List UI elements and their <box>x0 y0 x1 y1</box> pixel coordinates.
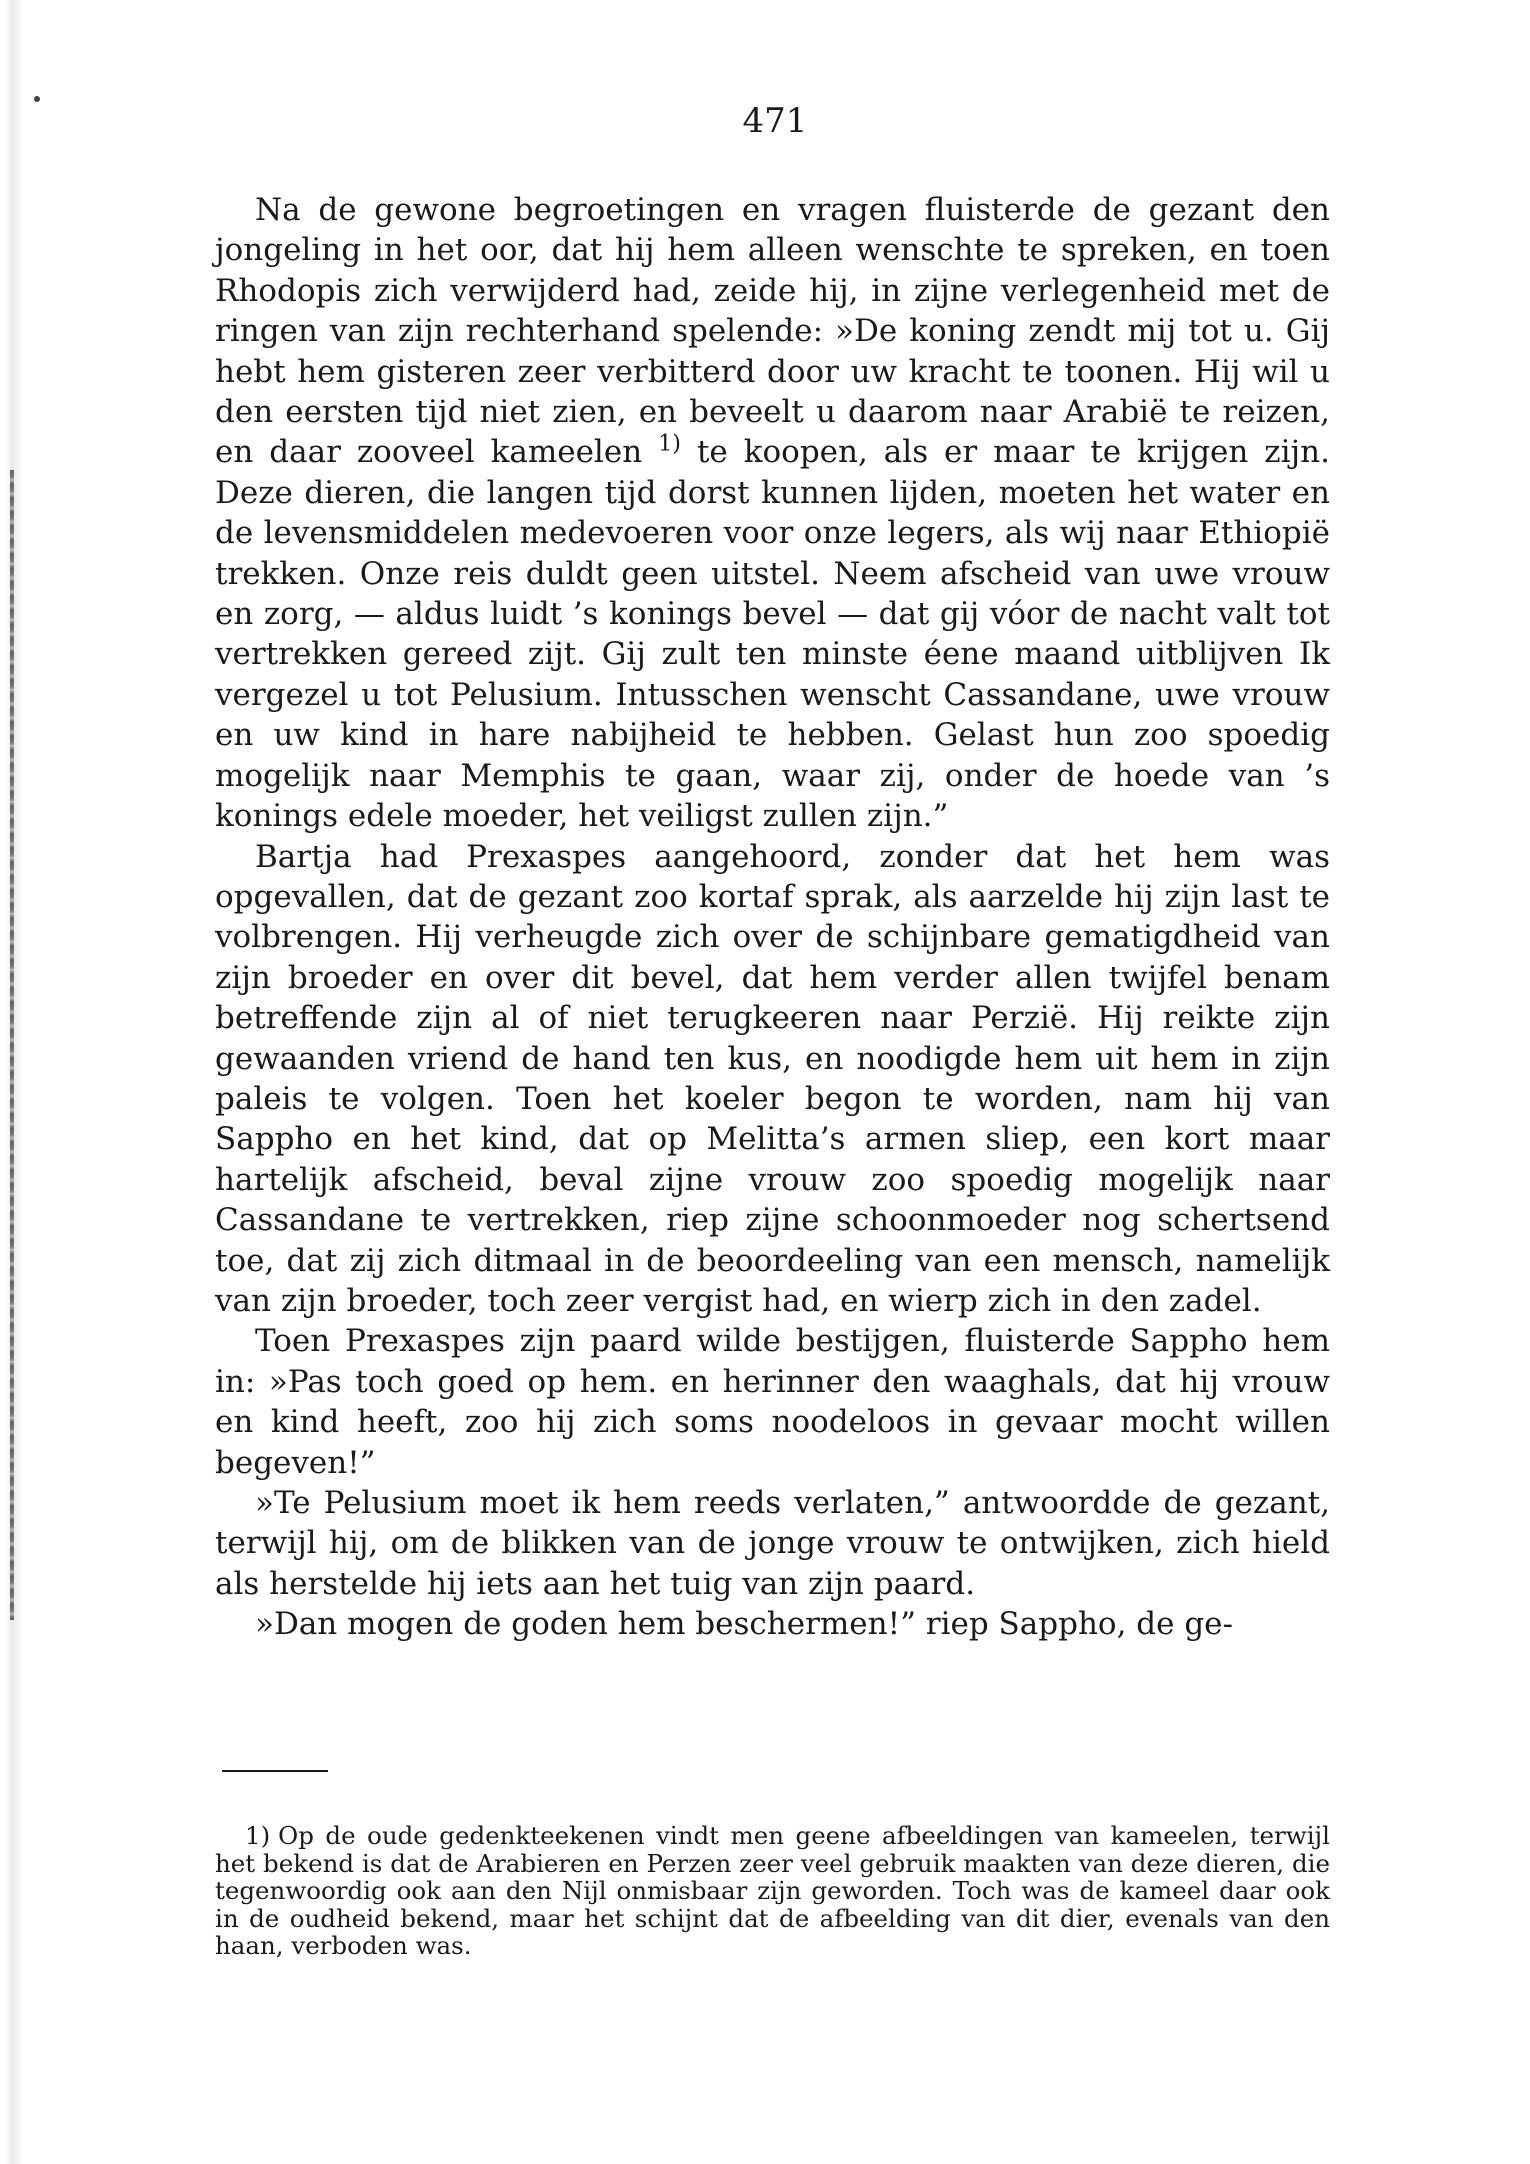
paragraph-2: Bartja had Prexaspes aangehoord, zonder dat het hem was opgevallen, dat de gezant zoo kortaf sprak, als aarzelde hij zijn last te volbrengen. Hij verheugde zich over de schijnbare gematigdheid van zijn broeder en over dit bevel, dat hem verder allen twijfel benam betreffende zijn al of niet terugkeeren naar Perzië. Hij reikte zijn gewaanden vriend de hand ten kus, en noodigde hem uit hem in zijn paleis te volgen. Toen het koeler begon te worden, nam hij van Sappho en het kind, dat op Melitta’s armen sliep, een kort maar hartelijk afscheid, beval zijne vrouw zoo spoedig mogelijk naar Cassandane te vertrekken, riep zijne schoonmoeder nog schertsend toe, dat zij zich ditmaal in de beoordeeling van een mensch, namelijk van zijn broeder, toch zeer vergist had, en wierp zich in den zadel. <box>215 838 1330 1319</box>
footnote-1 <box>215 1822 1330 1960</box>
footnote-text: Op de oude gedenkteekenen vindt men geene afbeeldingen van kameelen, terwijl het bekend is dat de Arabieren en Perzen zeer veel gebruik maakten van deze dieren, die tegenwoordig ook aan den Nijl onmisbaar zijn geworden. Toch was de kameel daar ook in de oudheid bekend, maar het schijnt dat de afbeelding van dit dier, evenals van den haan, verboden was. <box>215 1821 1330 1960</box>
paragraph-1-text: Na de gewone begroetingen en vragen fluisterde de gezant den jongeling in het oor, dat hij hem alleen wenschte te spreken, en toen Rhodopis zich verwijderd had, zeide hij, in zijne verlegenheid met de ringen van zijn rechterhand spelende: »De koning zendt mij tot u. Gij hebt hem gisteren zeer verbitterd door uw kracht te toonen. Hij wil u den eersten tijd niet zien, en beveelt u daarom naar Arabië te reizen, en daar zooveel kameelen <box>215 192 1330 471</box>
paragraph-1-continuation: te koopen, als er maar te krijgen zijn. Deze dieren, die langen tijd dorst kunnen lijden, moeten het water en de levensmiddelen medevoeren voor onze legers, als wij naar Ethiopië trekken. Onze reis duldt geen uitstel. Neem afscheid van uwe vrouw en zorg, — aldus luidt ’s konings bevel — dat gij vóor de nacht valt tot vertrekken gereed zijt. Gij zult ten minste éene maand uitblijven Ik vergezel u tot Pelusium. Intusschen wenscht Cassandane, uwe vrouw en uw kind in hare nabijheid te hebben. Gelast hun zoo spoedig mogelijk naar Memphis te gaan, waar zij, onder de hoede van ’s konings edele moeder, het veiligst zullen zijn.” <box>215 434 1330 835</box>
ink-speck <box>34 96 40 102</box>
footnote-marker: 1) <box>245 1821 271 1850</box>
paragraph-3: Toen Prexaspes zijn paard wilde bestijgen, fluisterde Sappho hem in: »Pas toch goed op hem. en herinner den waaghals, dat hij vrouw en kind heeft, zoo hij zich soms noodeloos in gevaar mocht willen begeven!” <box>215 1323 1330 1481</box>
page-number: 471 <box>742 101 808 141</box>
main-text <box>215 190 1330 1645</box>
footnote-block <box>215 1822 1330 1960</box>
footnote-separator <box>222 1770 328 1772</box>
paragraph-4: »Te Pelusium moet ik hem reeds verlaten,” antwoordde de gezant, terwijl hij, om de blikken van de jonge vrouw te ontwijken, zich hield als herstelde hij iets aan het tuig van zijn paard. <box>215 1485 1330 1602</box>
binding-shadow-line <box>10 470 14 1620</box>
paragraph-1 <box>215 190 1330 837</box>
paragraph-5: »Dan mogen de goden hem beschermen!” riep Sappho, de ge- <box>255 1606 1233 1643</box>
binding-edge <box>0 0 32 2164</box>
footnote-reference: 1) <box>658 431 682 458</box>
